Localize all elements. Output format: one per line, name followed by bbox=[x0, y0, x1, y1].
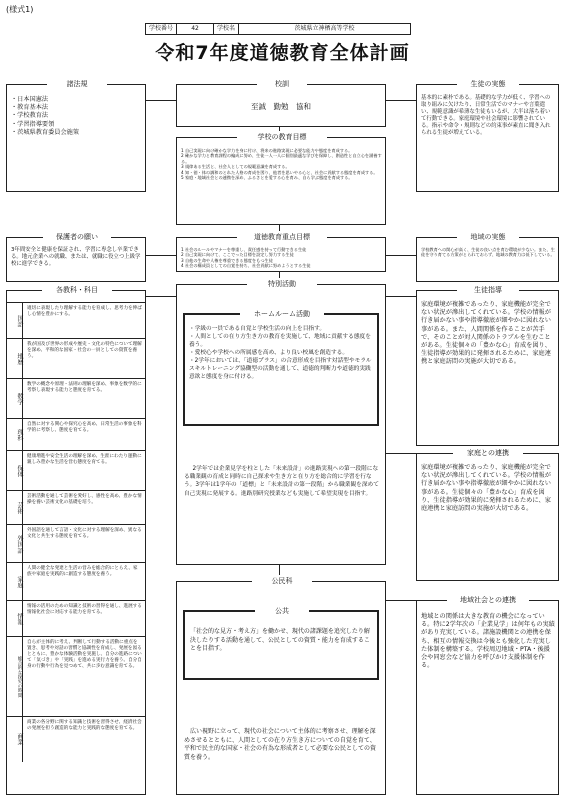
school-name-label: 学校名 bbox=[214, 24, 239, 35]
school-number-label: 学校番号 bbox=[146, 24, 177, 35]
priority-item: 4 社会の構成員としての自覚を持ち、社会貢献に努めようとする生徒 bbox=[181, 263, 311, 269]
law-item: ・茨城県教育委員会施策 bbox=[11, 128, 80, 136]
subjects-box bbox=[6, 286, 146, 795]
guardian-box bbox=[6, 233, 146, 282]
subject-text: 適切に表現したり理解する能力を育成し、思考力を伸ばし心情を豊かにする。 bbox=[27, 306, 142, 317]
subject-row bbox=[7, 302, 145, 338]
homeroom-list bbox=[189, 325, 374, 381]
special-heading: 特別活動 bbox=[247, 278, 317, 290]
priorities-list bbox=[181, 247, 382, 269]
goal-item: 3 規律ある生活と、社会人としての規範意識を育成する。 bbox=[181, 164, 290, 170]
civics-box bbox=[176, 577, 386, 795]
law-item: ・日本国憲法 bbox=[11, 96, 49, 103]
subject-row bbox=[7, 338, 145, 378]
goals-box bbox=[176, 133, 386, 225]
priorities-box bbox=[176, 233, 386, 272]
goal-item: 2 確かな学力と教育課程の編成に努め、生徒一人一人に個別最適な学びを保障し、創造性と自立心を涵養する。 bbox=[181, 153, 382, 164]
priority-item: 2 自己実現に向けて、ここでった目標を設定し努力する生徒 bbox=[181, 252, 294, 258]
goals-heading: 学校の教育目標 bbox=[237, 131, 327, 143]
special-box bbox=[176, 280, 386, 565]
guardian-text: 3年間安全と健康を保証され、学習に専念し卒業できる。地元企業への就職、または、就職に役立つ上級学校に進学できる。 bbox=[11, 247, 141, 267]
motto-text: 至誠 勤勉 協和 bbox=[251, 102, 311, 111]
priorities-heading: 道徳教育重点目標 bbox=[237, 231, 327, 243]
subject-name: 国語 bbox=[7, 303, 23, 339]
subject-name: 芸術 bbox=[7, 491, 23, 525]
guardian-heading: 保護者の願い bbox=[43, 231, 111, 243]
homeroom-heading: ホームルーム活動 bbox=[240, 308, 324, 320]
student-status-box bbox=[416, 80, 559, 192]
subject-text: 自然に対する関心や探究心を高め、日常生活の事象を科学的に考察し、態度を育てる。 bbox=[27, 422, 142, 433]
motto-heading: 校訓 bbox=[257, 78, 307, 90]
discipline-box bbox=[416, 286, 559, 446]
public-box bbox=[183, 607, 379, 680]
public-text: 「社会的な見方・考え方」を働かせ、現代の諸課題を追究したり解決したりする活動を通して、公民としての資質・能力を育成することを目指す。 bbox=[190, 628, 370, 652]
homeroom-box bbox=[183, 310, 379, 426]
subject-name: 総合的な探究の時間 bbox=[7, 637, 23, 717]
home-heading: 家庭との連携 bbox=[453, 447, 523, 459]
law-item: ・学習指導要領 bbox=[11, 120, 55, 128]
student-status-heading: 生徒の実態 bbox=[457, 78, 519, 90]
discipline-heading: 生徒指導 bbox=[457, 284, 519, 296]
subject-name: 保体 bbox=[7, 451, 23, 491]
subjects-heading: 各教科・科目 bbox=[42, 284, 112, 296]
subject-name: 情報 bbox=[7, 601, 23, 637]
subject-text: 我が国及び世界の形成や歴史・文化の特色について理解を深め、平和的な国家・社会の一員としての資質を養う。 bbox=[27, 342, 142, 359]
civics-heading: 公民科 bbox=[252, 575, 312, 587]
subject-text: 数学の概念や原理・法則の理解を深め、事象を数学的に考察し表現する能力と態度を育てる。 bbox=[27, 382, 142, 393]
subject-text: 自らが主体的に考え、判断して行動する活動に重点を置き、思考や対話の習慣と協調性を育成し、発展を図るとともに、豊かな体験活動を実施し、自分の進路について「気づき」や「実践」を進める実行力を養う。自分自身の行動や行為を見つめて、共に歩む意識を育てる。 bbox=[27, 640, 142, 669]
region-text: 地域との関係は大きな教育の機会になっている。特に2学年次の「企業見学」は何年もの実績があり充実している。諸施設機関との連携を保ち、相互の情報交換は今後とも強化した充実した体制を構築する。学校周辺地域・PTA・後援会や同窓会など協力を呼びかけ支援体制を作る。 bbox=[421, 613, 555, 670]
subject-text: 芸術活動を通して芸術を愛好し、感性を高め、豊かな情操を養い芸術文化の基礎を培う。 bbox=[27, 494, 142, 505]
home-text: 家庭環境が複雑であったり、家庭機能が完全でない状況が滲出してくれている。学校の情報が行き届かない事や指導徹底が細やかに図れない事がある。生徒個々の「豊かな心」育成を図り、生徒指導が効果的に発揮されるために、家庭連携と家庭訪問の実施が大切である。 bbox=[421, 464, 551, 513]
goal-item: 5 家庭・地域社会との連携を深め、ふるさとを愛する心を育み、自ら学ぶ態度を育成する。 bbox=[181, 175, 353, 181]
subject-row bbox=[7, 378, 145, 418]
laws-box bbox=[6, 80, 146, 192]
laws-list bbox=[11, 96, 79, 137]
form-label: (様式1) bbox=[6, 5, 34, 14]
subject-row bbox=[7, 490, 145, 524]
subject-row bbox=[7, 600, 145, 636]
law-item: ・教育基本法 bbox=[11, 104, 49, 112]
motto-box bbox=[176, 80, 386, 127]
public-heading: 公共 bbox=[255, 605, 309, 617]
subject-name: 数学 bbox=[7, 379, 23, 419]
laws-heading: 諸法規 bbox=[47, 78, 107, 90]
goals-list bbox=[181, 148, 382, 180]
subject-text: 情報の活用のための知識と技術の習得を通し、進展する情報化社会に対応する能力を育てる。 bbox=[27, 604, 142, 615]
subject-row bbox=[7, 524, 145, 562]
homeroom-item: ・学級の一員である自覚と学校生活の向上を目指す。 bbox=[189, 326, 326, 332]
discipline-text: 家庭環境が複雑であったり、家庭機能が完全でない状況が滲出してくれている。学校の情報が行き届かない事や指導徹底が細やかに図れない事がある。また、人間関係を作ることが苦手で、そのことが対人関係のトラブルを生むことがある。生徒個々の「豊かな心」育成を図り、生徒指導が効果的に発揮されるために、家庭連携と家庭訪問の実施が大切である。 bbox=[421, 301, 551, 366]
civics-bottom-text: 広い視野に立って、現代の社会について主体的に考察させ、理解を深めさせるとともに、人間としての在り方生き方についての自覚を育て、平和で民主的な国家・社会の有為な形成者として必要な公民としての資質を養う。 bbox=[184, 728, 377, 761]
subject-name: 理科 bbox=[7, 419, 23, 451]
school-info-table bbox=[145, 23, 411, 35]
homeroom-item: ・愛校心や学校への所属感を高め、より良い校風を創造する。 bbox=[189, 350, 349, 356]
student-status-text: 基本的に素朴である。基礎的な学力が低く、学習への取り組みに欠けたり、日常生活でのマナーや言葉遣い、規範意識が希薄な生徒もいるが、大半は落ち着いて行動できる。家庭環境や社会環境に影響されている。指示や命令・規則などの約束事が素直に聞き入れられる生徒が増えている。 bbox=[421, 95, 551, 136]
priority-item: 3 自他の生命や人権を尊重できる態度をもつ生徒 bbox=[181, 257, 273, 263]
page-title: 令和7年度道徳教育全体計画 bbox=[155, 42, 410, 64]
subject-name: 地歴 bbox=[7, 339, 23, 379]
homeroom-item: ・2学年においては、「道徳プラス」の合意形成を目指す対話型やモラルスキルトレーニング協働型の活動を通して、道徳的判断力や道徳的実践意欲と態度を身に付ける。 bbox=[189, 358, 372, 380]
priority-item: 1 社会のルールやマナーを尊重し、責任感を持って行動できる生徒 bbox=[181, 247, 307, 252]
subject-text: 商業の各分野に関する知識と技術を習得させ、経済社会の発展を担う創造的な能力と実践的な態度を育てる。 bbox=[27, 720, 142, 731]
subject-row bbox=[7, 450, 145, 490]
school-name: 茨城県立神栖高等学校 bbox=[239, 24, 411, 35]
subject-row bbox=[7, 716, 145, 761]
subject-name: 商業 bbox=[7, 717, 23, 762]
year-text: 2学年では企業見学を柱とした「未来設計」の進路実現への第一段階になる職業観の育成と同時に自己探求や生き方と在り方を総合的に学習を行なう。3学年は1学年の「道標」と「未来設計の第一段階」から職業観を深めて自己実現に発展する。進路別研究授業なども実施して希望実現を目指す。 bbox=[184, 466, 379, 497]
homeroom-item: ・人間としての在り方生き方の教育を実施して、地域に貢献する態度を養う。 bbox=[189, 334, 371, 348]
region-heading: 地域社会との連携 bbox=[447, 594, 529, 606]
subject-row bbox=[7, 418, 145, 450]
goal-item: 4 知・徳・体の調和のとれた人格の育成を図り、他者を思いやる心と、社会に貢献する態度を育成する。 bbox=[181, 169, 378, 175]
community-heading: 地域の実態 bbox=[457, 231, 519, 243]
subject-text: 健康増進や安全生活の理解を深め、生涯にわたり運動に親しみ豊かな生活を営む態度を育てる。 bbox=[27, 454, 142, 465]
subject-row bbox=[7, 562, 145, 600]
goal-item: 1 自己実現に向け確かな学力を身に付け、将来の進路実現に必要な能力や態度を育成する。 bbox=[181, 148, 353, 153]
subject-name: 外国語 bbox=[7, 525, 23, 563]
school-number: 42 bbox=[177, 24, 214, 35]
subject-row bbox=[7, 636, 145, 716]
subject-text: 外国語を通して言語・文化に対する理解を深め、異なる文化と共生する態度を育てる。 bbox=[27, 528, 142, 539]
community-text: 学校教育への関心が高く、生徒の良い点を育む環境が少ない。また、生徒を守り育てる方策がとられておらず、地域の教育力は低下している。 bbox=[421, 247, 555, 258]
law-item: ・学校教育法 bbox=[11, 112, 49, 120]
home-box bbox=[416, 449, 559, 581]
community-box bbox=[416, 233, 559, 282]
region-box bbox=[416, 596, 559, 795]
subject-text: 人間の健全な発達と生活の営みを総合的にとらえ、家族や家庭を実践的に創造する態度を養う。 bbox=[27, 566, 138, 577]
subject-name: 家庭 bbox=[7, 563, 23, 601]
